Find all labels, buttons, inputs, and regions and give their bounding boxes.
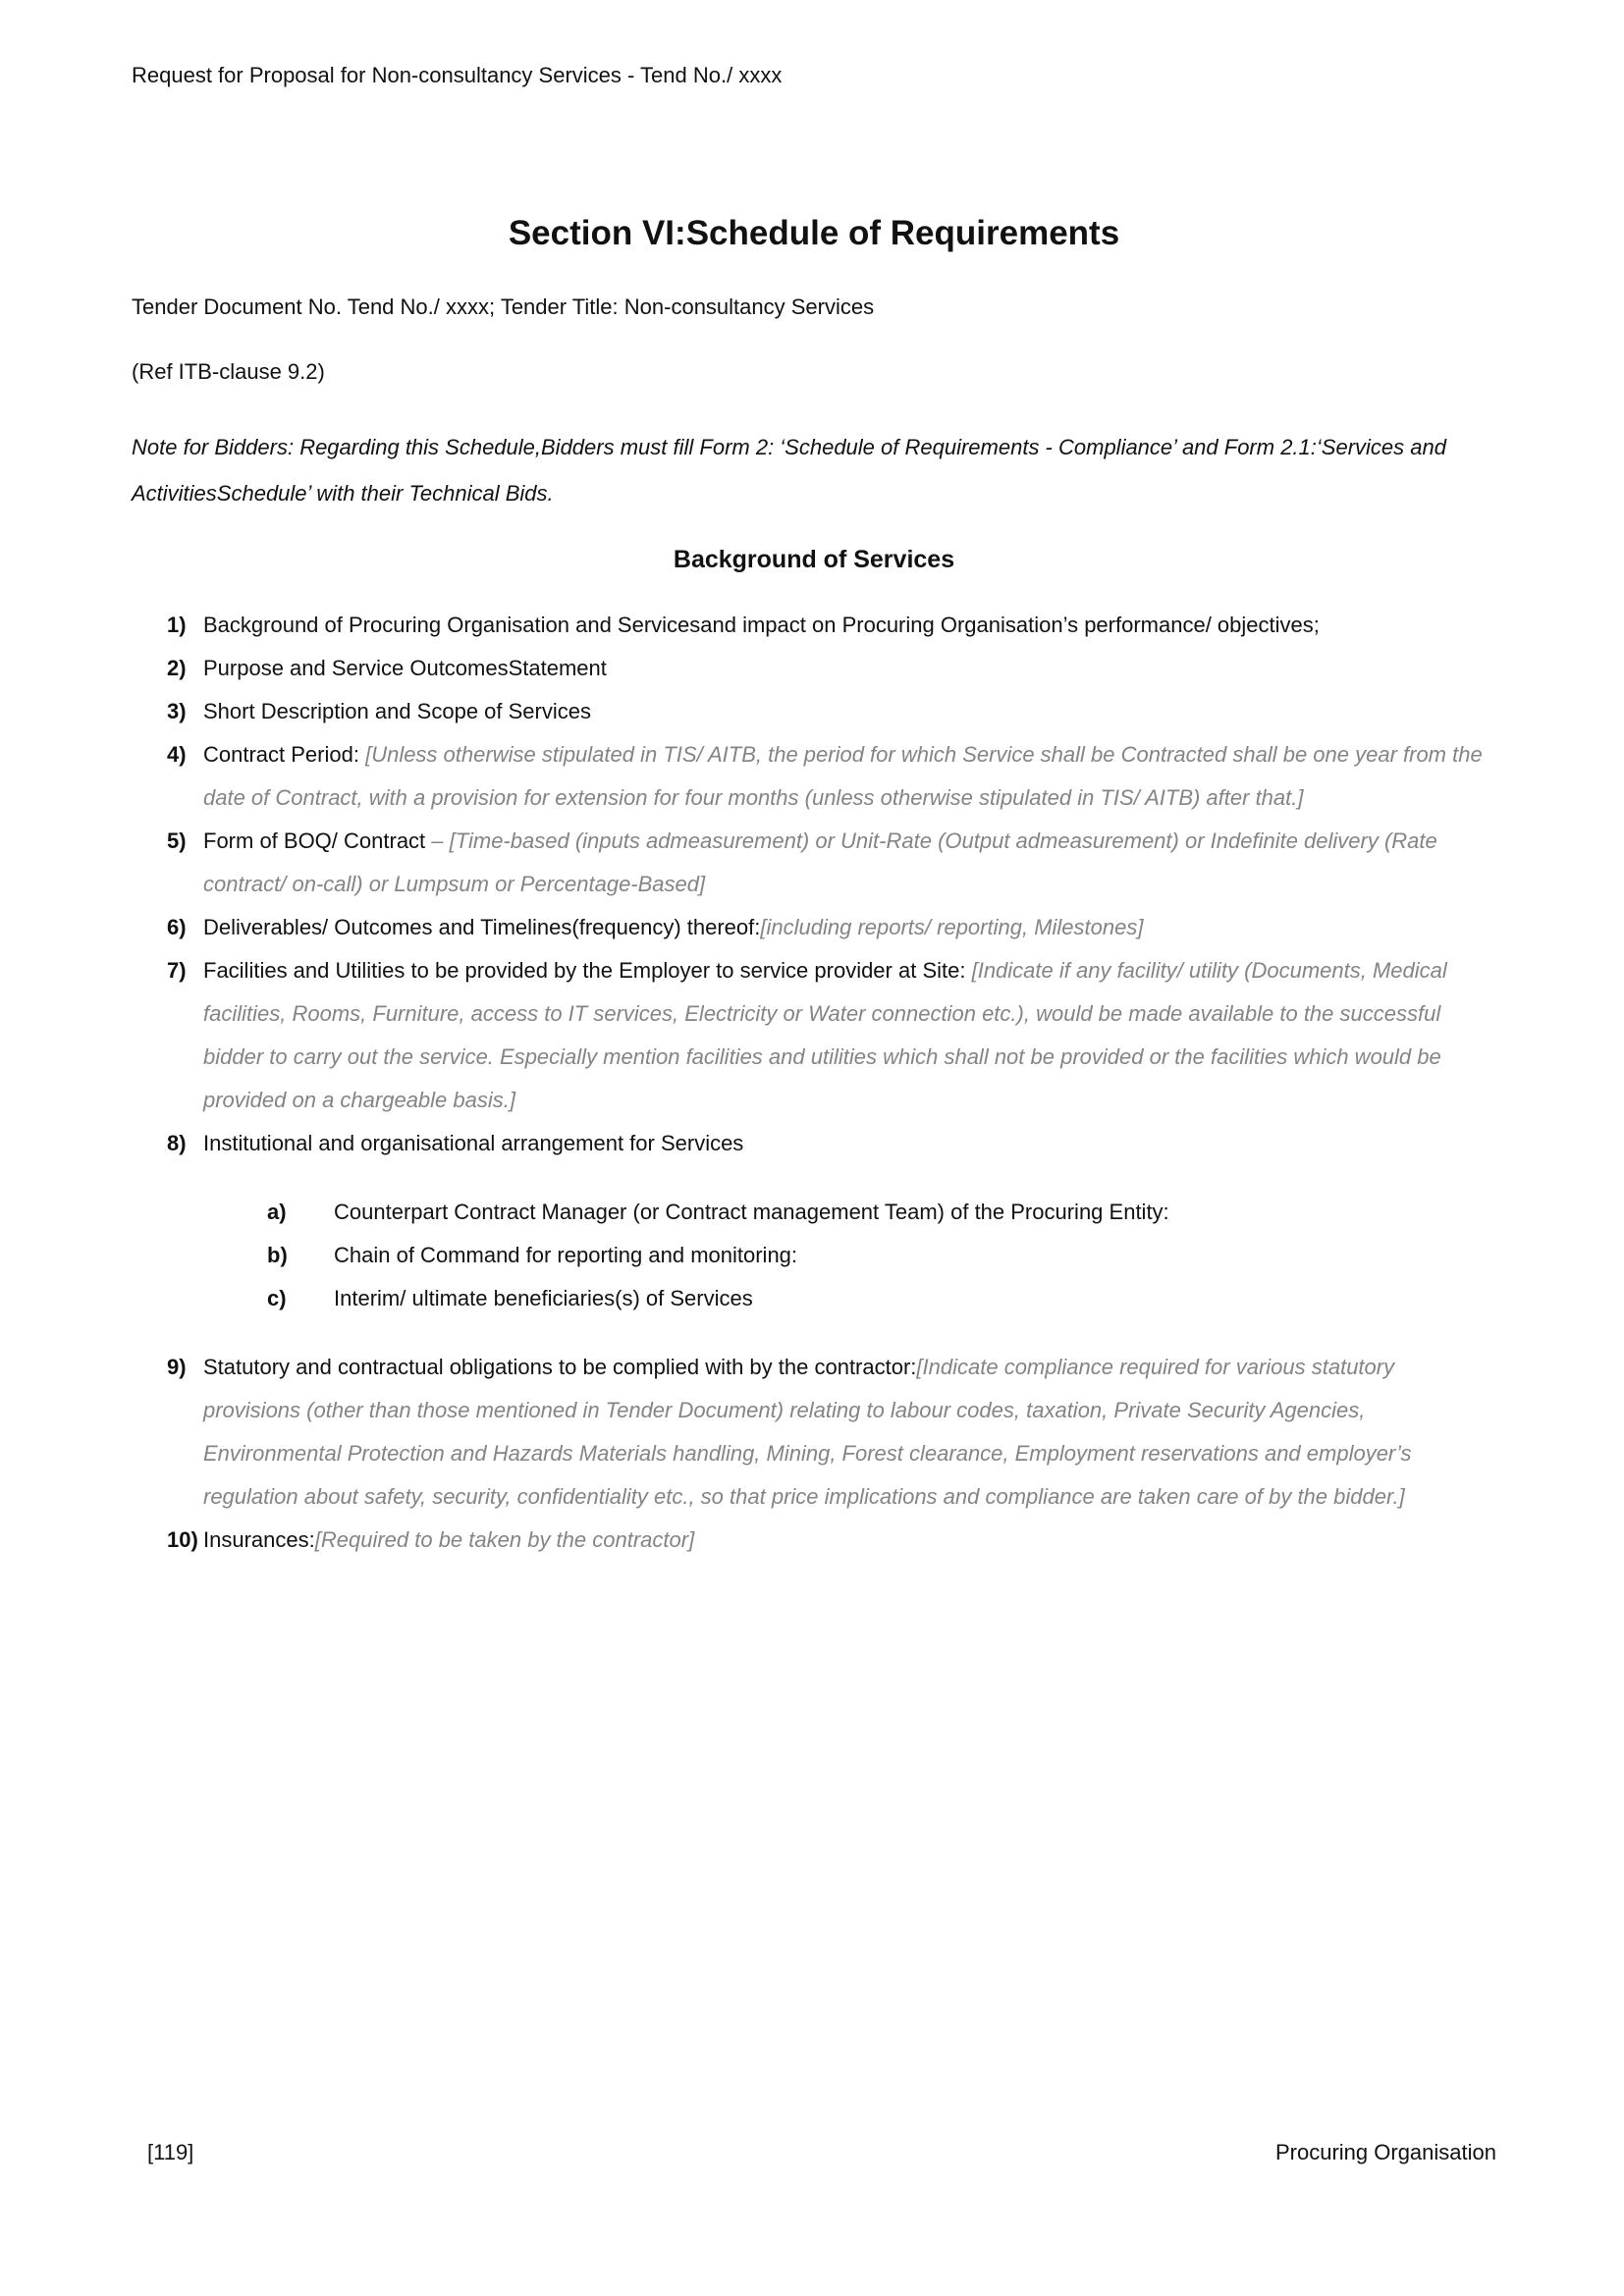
item-lead: Purpose and Service OutcomesStatement [203,656,607,680]
list-item [167,906,1496,949]
item-number: 9) [167,1355,187,1379]
item-number: 8) [167,1131,187,1155]
item-lead: Contract Period: [203,742,366,767]
page-footer [132,2140,1496,2165]
item-lead: Form of BOQ/ Contract [203,828,432,853]
page-header-text: Request for Proposal for Non-consultancy Services - Tend No./ xxxx [132,63,783,87]
sub-item-text: Interim/ ultimate beneficiaries(s) of Services [334,1286,753,1310]
list-item [167,604,1496,647]
item-number: 2) [167,656,187,680]
list-item [167,647,1496,690]
section-heading: Background of Services [673,546,955,573]
list-item [167,1519,1496,1562]
list-item [167,690,1496,733]
document-title: Section VI:Schedule of Requirements [508,214,1120,252]
item-note: – [Time-based (inputs admeasurement) or Unit-Rate (Output admeasurement) or Indefinite delivery (Rate contract/ on-call) or Lumpsum or Percentage-Based] [203,828,1437,896]
sub-list-item [167,1234,1496,1277]
list-item [167,949,1496,1122]
footer-org-text: Procuring Organisation [1274,2140,1496,2164]
item-lead: Background of Procuring Organisation and Servicesand impact on Procuring Organisation’s performance/ objectives; [203,613,1320,637]
numbered-list [132,604,1496,1562]
sub-item-letter: c) [267,1286,287,1310]
sub-item-letter: a) [267,1200,287,1224]
item-lead: Short Description and Scope of Services [203,699,591,723]
item-lead: Facilities and Utilities to be provided by the Employer to service provider at Site: [203,958,972,983]
sub-list-item [167,1277,1496,1320]
item-number: 6) [167,915,187,939]
item-lead: Deliverables/ Outcomes and Timelines(frequency) thereof: [203,915,761,939]
item-number: 3) [167,699,187,723]
item-lead: Institutional and organisational arrangement for Services [203,1131,744,1155]
spacer [167,1320,1496,1346]
item-number: 10) [167,1527,198,1552]
sub-item-text: Chain of Command for reporting and monitoring: [334,1243,798,1267]
list-item [167,733,1496,820]
spacer [167,1165,1496,1191]
bidders-note: Note for Bidders: Regarding this Schedule,Bidders must fill Form 2: ‘Schedule of Requirements - Compliance’ and Form 2.1:‘Services and ActivitiesSchedule’ with their Technical Bids. [132,435,1446,506]
item-number: 1) [167,613,187,637]
list-item [167,1346,1496,1519]
item-number: 4) [167,742,187,767]
sub-list-item [167,1191,1496,1234]
list-item [167,1122,1496,1165]
item-lead: Insurances: [203,1527,315,1552]
sub-item-text: Counterpart Contract Manager (or Contract management Team) of the Procuring Entity: [334,1200,1169,1224]
item-note: [Required to be taken by the contractor] [314,1527,695,1552]
item-note: [including reports/ reporting, Milestones] [760,915,1144,939]
item-lead: Statutory and contractual obligations to be complied with by the contractor: [203,1355,917,1379]
item-number: 7) [167,958,187,983]
item-note: [Indicate compliance required for various statutory provisions (other than those mentioned in Tender Document) relating to labour codes, taxation, Private Security Agencies, Environmental Protection and Hazards Materials handling, Mining, Forest clearance, Employment reservations and employer’s regulation about safety, security, confidentiality etc., so that price implications and compliance are taken care of by the bidder.] [203,1355,1412,1509]
ref-clause-line: (Ref ITB-clause 9.2) [132,359,325,384]
list-item [167,820,1496,906]
tender-number-line: Tender Document No. Tend No./ xxxx; Tender Title: Non-consultancy Services [132,294,875,319]
page-number: [119] [147,2140,194,2164]
document-body [132,214,1496,1562]
item-number: 5) [167,828,187,853]
item-note: [Unless otherwise stipulated in TIS/ AITB, the period for which Service shall be Contracted shall be one year from the date of Contract, with a provision for extension for four months (unless otherwise stipulated in TIS/ AITB) after that.] [203,742,1483,810]
item-note: [Indicate if any facility/ utility (Documents, Medical facilities, Rooms, Furniture, access to IT services, Electricity or Water connection etc.), would be made available to the successful bidder to carry out the service. Especially mention facilities and utilities which shall not be provided or the facilities which would be provided on a chargeable basis.] [203,958,1447,1112]
sub-item-letter: b) [267,1243,288,1267]
